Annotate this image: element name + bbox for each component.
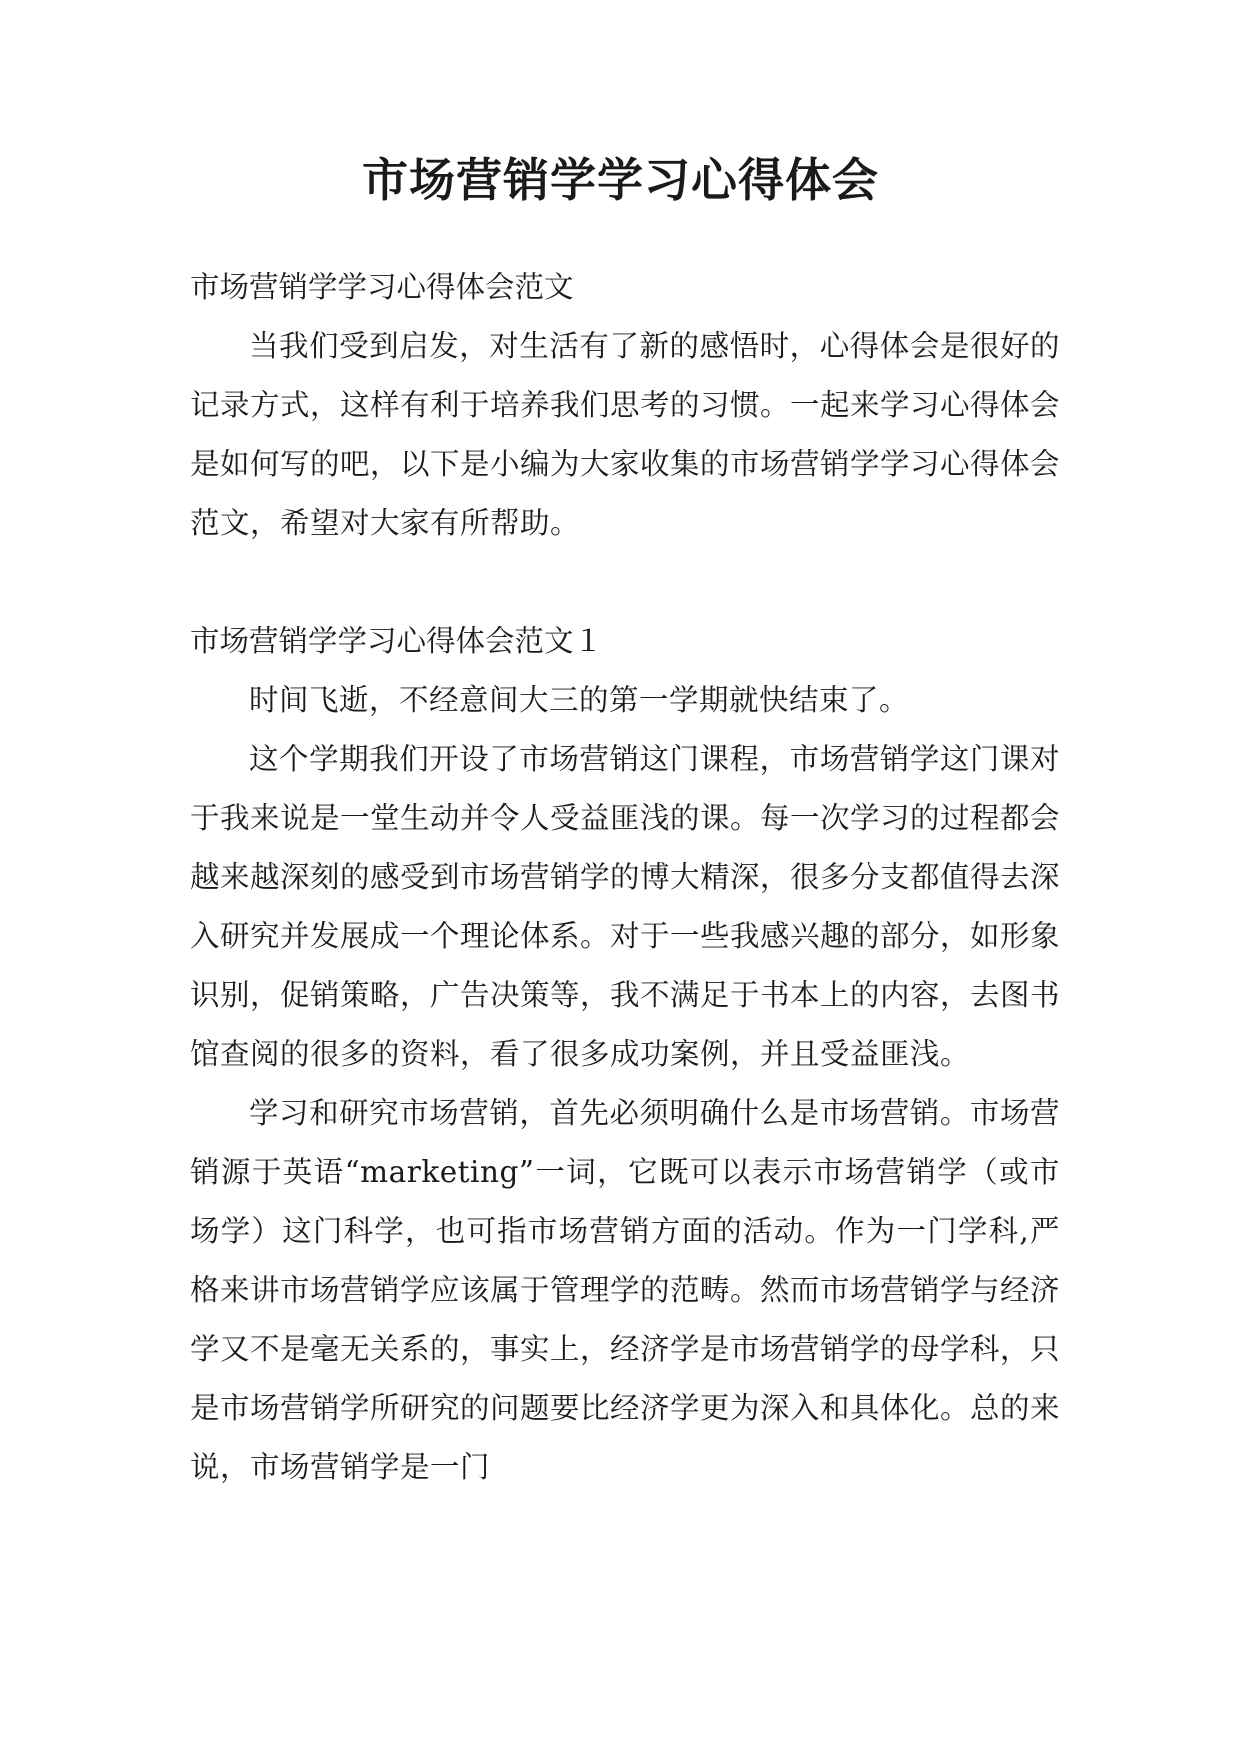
section1-paragraph-2: 这个学期我们开设了市场营销这门课程，市场营销学这门课对于我来说是一堂生动并令人受益匪浅的课。每一次学习的过程都会越来越深刻的感受到市场营销学的博大精深，很多分支都值得去深入研究并发展成一个理论体系。对于一些我感兴趣的部分，如形象识别，促销策略，广告决策等，我不满足于书本上的内容，去图书馆查阅的很多的资料，看了很多成功案例，并且受益匪浅。 (190, 742, 1061, 1071)
section1-paragraph-1: 时间飞逝，不经意间大三的第一学期就快结束了。 (249, 683, 910, 717)
section-spacer (190, 553, 1060, 612)
document-title: 市场营销学学习心得体会 (362, 153, 879, 207)
section1-heading: 市场营销学学习心得体会范文１ (190, 624, 604, 658)
section1-paragraph-3: 学习和研究市场营销，首先必须明确什么是市场营销。市场营销源于英语“marketing”一词，它既可以表示市场营销学（或市场学）这门科学，也可指市场营销方面的活动。作为一门学科,严格来讲市场营销学应该属于管理学的范畴。然而市场营销学与经济学又不是毫无关系的，事实上，经济学是市场营销学的母学科，只是市场营销学所研究的问题要比经济学更为深入和具体化。总的来说，市场营销学是一门 (190, 1096, 1061, 1484)
document-body (190, 258, 1060, 1497)
intro-paragraph: 当我们受到启发，对生活有了新的感悟时，心得体会是很好的记录方式，这样有利于培养我们思考的习惯。一起来学习心得体会是如何写的吧，以下是小编为大家收集的市场营销学学习心得体会范文，希望对大家有所帮助。 (190, 329, 1061, 540)
intro-heading: 市场营销学学习心得体会范文 (190, 270, 574, 304)
